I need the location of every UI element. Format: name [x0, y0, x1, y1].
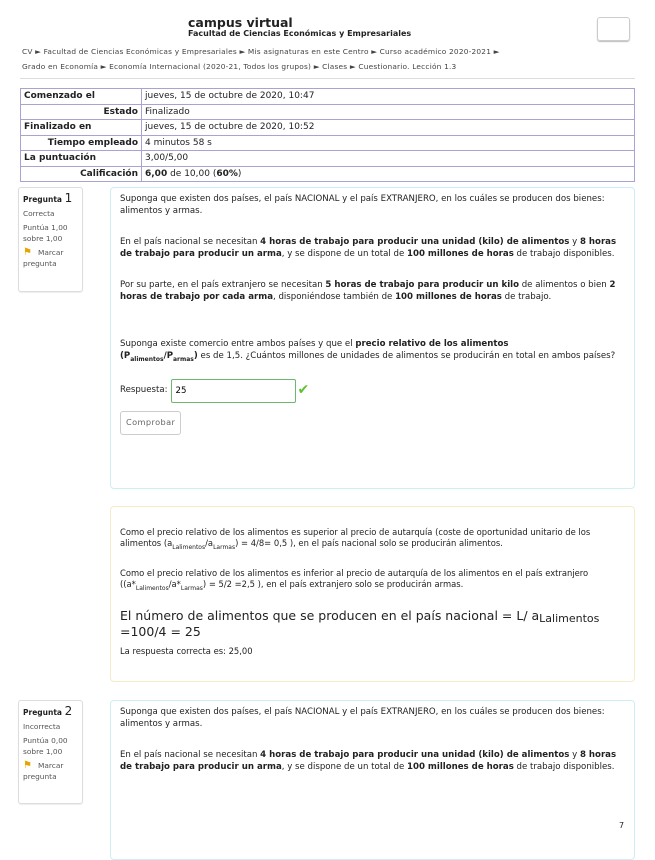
breadcrumb-link[interactable]: Clases [322, 62, 348, 71]
attempt-summary-table [20, 88, 635, 182]
row-label: Finalizado en [21, 120, 142, 136]
breadcrumb-link[interactable]: Curso académico 2020-2021 [379, 47, 492, 56]
flag-question-link[interactable]: ⚑ Marcar pregunta [23, 760, 64, 781]
row-value: Finalizado [142, 104, 635, 120]
grade-percent: 60% [216, 168, 238, 179]
breadcrumb-link[interactable]: Grado en Economía [22, 62, 99, 71]
breadcrumb-link[interactable]: Facultad de Ciencias Económicas y Empresariales [43, 47, 237, 56]
table-row [21, 166, 635, 182]
row-value: jueves, 15 de octubre de 2020, 10:47 [142, 89, 635, 105]
row-label: Comenzado el [21, 89, 142, 105]
question-number: Pregunta 1 [23, 191, 73, 205]
question-text: Por su parte, en el país extranjero se necesitan 5 horas de trabajo para producir un kilo de alimentos o bien 2 horas de trabajo por cada arma, disponiéndose también de 100 millones de horas de trabajo. [120, 280, 616, 302]
breadcrumb-link[interactable]: Economía Internacional (2020-21, Todos los grupos) [109, 62, 312, 71]
correct-check-icon: ✔ [297, 382, 310, 399]
answer-input[interactable] [171, 379, 296, 403]
question-text: En el país nacional se necesitan 4 horas de trabajo para producir una unidad (kilo) de alimentos y 8 horas de trabajo para producir un arma, y se dispone de un total de 100 millones de horas de trabajo disponibles. [120, 750, 617, 772]
feedback-formula: El número de alimentos que se producen en el país nacional = L/ $a_{Lalimentos}$ =100/4 = 25 [120, 608, 600, 639]
breadcrumb: CV ► Facultad de Ciencias Económicas y Empresariales ► Mis asignaturas en este Centro ► Curso académico 2020-2021 ► Grado en Economía ► Economía Internacional (2020-21, Todos los grupos) ► Clases ► Cuestionario. Lección 1.3 [22, 47, 500, 71]
question-2-info [18, 700, 83, 804]
grade-text: ) [237, 168, 242, 179]
table-row [21, 135, 635, 151]
table-row [21, 104, 635, 120]
row-label: Calificación [21, 166, 142, 182]
row-label: Estado [21, 104, 142, 120]
row-label: Tiempo empleado [21, 135, 142, 151]
question-status: Correcta [23, 209, 55, 218]
question-2-content [110, 700, 635, 860]
answer-row [120, 379, 625, 403]
question-text: Suponga que existen dos países, el país NACIONAL y el país EXTRANJERO, en los cuáles se producen dos bienes: alimentos y armas. [120, 707, 605, 729]
site-header [188, 15, 411, 38]
row-value: jueves, 15 de octubre de 2020, 10:52 [142, 120, 635, 136]
table-row [21, 89, 635, 105]
question-score: Puntúa 0,00 sobre 1,00 [23, 736, 68, 756]
question-1-content [110, 187, 635, 489]
table-row [21, 120, 635, 136]
breadcrumb-link[interactable]: Mis asignaturas en este Centro [247, 47, 369, 56]
flag-question-link[interactable]: ⚑ Marcar pregunta [23, 247, 64, 268]
divider [20, 78, 635, 79]
row-value: 4 minutos 58 s [142, 135, 635, 151]
breadcrumb-current: Cuestionario. Lección 1.3 [358, 62, 457, 71]
feedback-text: Como el precio relativo de los alimentos es inferior al precio de autarquía de los alimentos en el país extranjero ($(a*_{Lalimentos}/a*_{Larmas}) = 5/2 =2,5$ ), en el país extranjero solo se producirán armas. [120, 568, 589, 592]
answer-label: Respuesta: [120, 385, 168, 396]
row-value: 3,00/5,00 [142, 151, 635, 167]
question-status: Incorrecta [23, 722, 61, 731]
grade-text: de 10,00 ( [167, 168, 217, 179]
feedback-text: Como el precio relativo de los alimentos es superior al precio de autarquía (coste de oportunidad unitario de los alimentos $(a_{Lalimentos}/a_{Larmas}) = 4/8= 0,5$ ), en el país nacional solo se producirán alimentos. [120, 527, 591, 551]
row-label: La puntuación [21, 151, 142, 167]
question-score: Puntúa 1,00 sobre 1,00 [23, 223, 68, 243]
flag-icon: ⚑ [23, 247, 32, 258]
question-prompt: Suponga existe comercio entre ambos países y que el precio relativo de los alimentos $(P_{alimentos}/P_{armas})$ es de 1,5. ¿Cuántos millones de unidades de alimentos se producirán en total en ambos países? [120, 339, 616, 363]
site-subtitle: Facultad de Ciencias Económicas y Empresariales [188, 29, 412, 38]
question-1-info [18, 187, 83, 292]
grade-value: 6,00 [145, 168, 168, 179]
site-title: campus virtual [188, 15, 293, 30]
table-row [21, 151, 635, 167]
question-number: Pregunta 2 [23, 704, 73, 718]
flag-icon: ⚑ [23, 760, 32, 771]
correct-answer: La respuesta correcta es: 25,00 [120, 646, 253, 656]
breadcrumb-link[interactable]: CV [22, 47, 33, 56]
question-text: Suponga que existen dos países, el país NACIONAL y el país EXTRANJERO, en los cuáles se producen dos bienes: alimentos y armas. [120, 194, 605, 216]
check-button[interactable]: Comprobar [120, 411, 181, 435]
row-value [142, 166, 635, 182]
page-number: 7 [619, 821, 625, 830]
question-text: En el país nacional se necesitan 4 horas de trabajo para producir una unidad (kilo) de alimentos y 8 horas de trabajo para producir un arma, y se dispone de un total de 100 millones de horas de trabajo disponibles. [120, 237, 617, 259]
header-button[interactable] [597, 17, 630, 41]
general-feedback [110, 506, 635, 682]
